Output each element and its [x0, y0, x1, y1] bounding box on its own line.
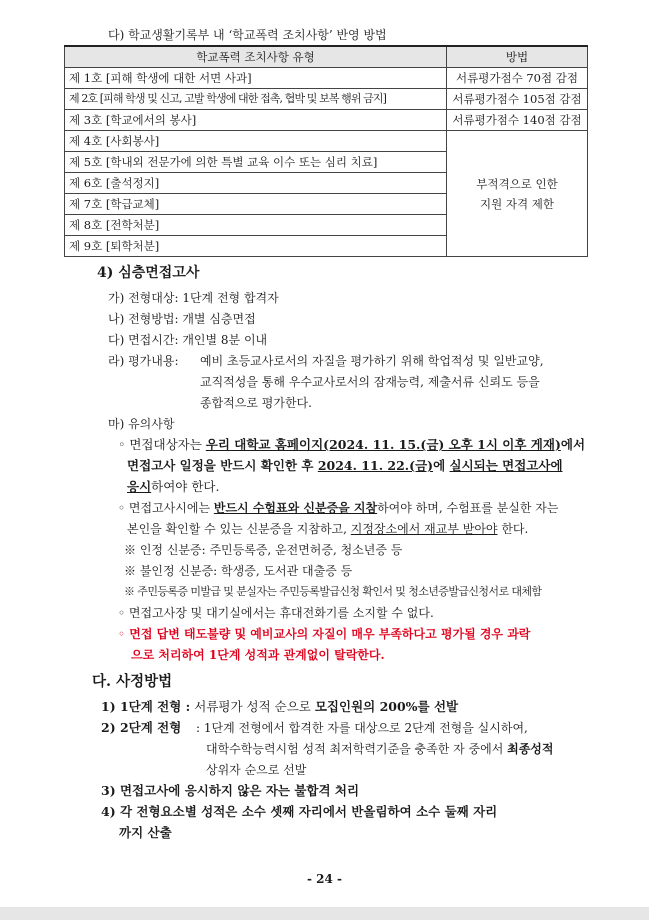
id-accepted: ※ 인정 신분증: 주민등록증, 운전면허증, 청소년증 등	[124, 543, 403, 557]
selection-stage2-line1: : 1단계 전형에서 합격한 자를 대상으로 2단계 전형을 실시하여,	[196, 721, 528, 735]
table-row-type: 제 2호 [피해 학생 및 신고, 고발 학생에 대한 접촉, 협박 및 보복 행위 금지]	[65, 89, 447, 110]
table-row-type: 제 5호 [학내외 전문가에 의한 특별 교육 이수 또는 심리 치료]	[65, 152, 447, 173]
interview-target: 가) 전형대상: 1단계 전형 합격자	[108, 291, 279, 305]
selection-rule4-line1: 4) 각 전형요소별 성적은 소수 셋째 자리에서 반올림하여 소수 둘째 자리	[101, 804, 498, 819]
table-merged-method	[447, 131, 588, 257]
note-4-line1: ◦ 면접 답변 태도불량 및 예비교사의 자질이 매우 부족하다고 평가될 경우 과락	[118, 627, 531, 641]
selection-rule3: 3) 면접고사에 응시하지 않은 자는 불합격 처리	[101, 783, 360, 798]
school-violence-table	[64, 45, 588, 257]
note-1-line1: ◦ 면접대상자는 우리 대학교 홈페이지(2024. 11. 15.(금) 오후 1시 이후 게재)에서	[118, 437, 586, 452]
note-4-line2: 으로 처리하여 1단계 성적과 관계없이 탈락한다.	[131, 648, 385, 662]
interview-method: 나) 전형방법: 개별 심층면접	[108, 312, 256, 326]
note-3: ◦ 면접고사장 및 대기실에서는 휴대전화기를 소지할 수 없다.	[118, 606, 434, 620]
table-row-type: 제 9호 [퇴학처분]	[65, 236, 447, 257]
table-row-method: 서류평가점수 70점 감점	[447, 68, 588, 89]
selection-rule4-line2: 까지 산출	[119, 825, 172, 840]
selection-stage2-line2: 대학수학능력시험 성적 최저학력기준을 충족한 자 중에서 최종성적	[206, 742, 554, 756]
id-replacement: ※ 주민등록증 미발급 및 분실자는 주민등록발급신청 확인서 및 청소년증발급신청서로 대체함	[124, 585, 542, 598]
interview-title: 4) 심층면접고사	[97, 265, 200, 281]
footer-bar	[0, 907, 649, 920]
note-2-line1: ◦ 면접고사시에는 반드시 수험표와 신분증을 지참하여야 하며, 수험표를 분실한 자는	[118, 501, 559, 515]
table-header-method: 방법	[447, 46, 588, 68]
table-caption: 다) 학교생활기록부 내 ‘학교폭력 조치사항’ 반영 방법	[108, 28, 387, 42]
id-not-accepted: ※ 불인정 신분증: 학생증, 도서관 대출증 등	[124, 564, 353, 578]
interview-time: 다) 면접시간: 개인별 8분 이내	[108, 333, 268, 347]
table-row-type: 제 6호 [출석정지]	[65, 173, 447, 194]
merged-method-line1: 부적격으로 인한	[476, 176, 558, 191]
table-row-type: 제 7호 [학급교체]	[65, 194, 447, 215]
table-row-method: 서류평가점수 105점 감점	[447, 89, 588, 110]
table-row-type: 제 3호 [학교에서의 봉사]	[65, 110, 447, 131]
selection-title: 다. 사정방법	[92, 673, 173, 690]
interview-eval-line3: 종합적으로 평가한다.	[200, 396, 312, 410]
merged-method-line2: 지원 자격 제한	[480, 196, 554, 211]
table-header-type: 학교폭력 조치사항 유형	[65, 46, 447, 68]
page-number: - 24 -	[306, 872, 342, 886]
note-1-line2: 면접고사 일정을 반드시 확인한 후 2024. 11. 22.(금)에 실시되는 면접고사에	[127, 458, 563, 473]
table-row-type: 제 1호 [피해 학생에 대한 서면 사과]	[65, 68, 447, 89]
interview-notes-title: 마) 유의사항	[108, 417, 175, 431]
selection-stage1: 1) 1단계 전형 : 서류평가 성적 순으로 모집인원의 200%를 선발	[101, 699, 459, 714]
table-row-type: 제 4호 [사회봉사]	[65, 131, 447, 152]
note-2-line2: 본인을 확인할 수 있는 신분증을 지참하고, 지정장소에서 재교부 받아야 한다.	[127, 522, 529, 536]
interview-eval-label: 라) 평가내용:	[108, 354, 179, 368]
selection-stage2-label: 2) 2단계 전형	[101, 720, 182, 735]
note-1-line3: 응시하여야 한다.	[127, 479, 220, 494]
interview-eval-line1: 예비 초등교사로서의 자질을 평가하기 위해 학업적성 및 일반교양,	[200, 354, 544, 368]
table-row-type: 제 8호 [전학처분]	[65, 215, 447, 236]
interview-eval-line2: 교직적성을 통해 우수교사로서의 잠재능력, 제출서류 신뢰도 등을	[200, 375, 540, 389]
selection-stage2-line3: 상위자 순으로 선발	[206, 763, 307, 777]
table-row-method: 서류평가점수 140점 감점	[447, 110, 588, 131]
